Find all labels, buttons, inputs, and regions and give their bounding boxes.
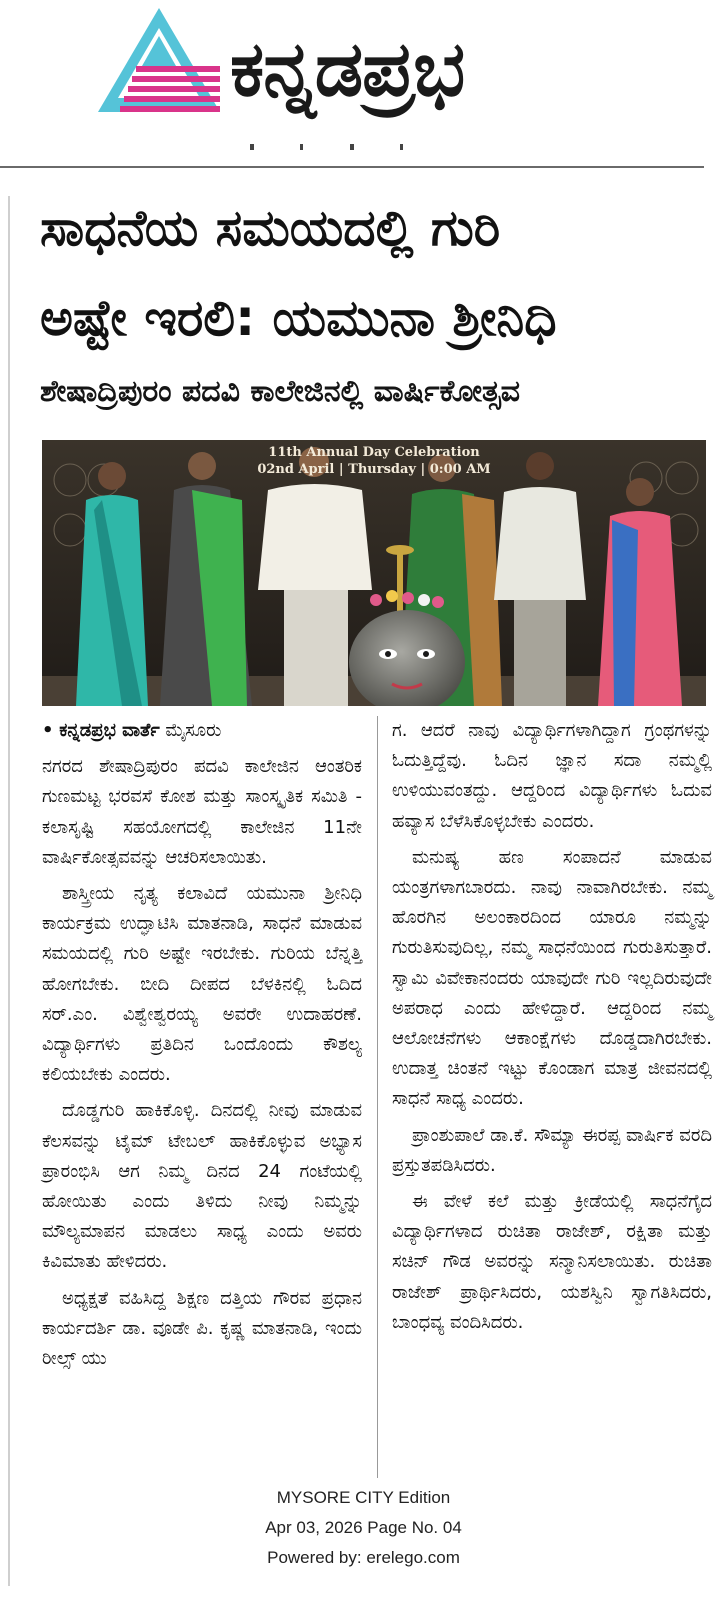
column-divider	[377, 716, 378, 1478]
article-paragraph: ಗ. ಆದರೆ ನಾವು ವಿದ್ಯಾರ್ಥಿಗಳಾಗಿದ್ದಾಗ ಗ್ರಂಥಗಳನ್ನು ಓದುತ್ತಿದ್ದೆವು. ಓದಿನ ಜ್ಞಾನ ಸದಾ ನಮ್ಮಲ್ಲಿ ಉಳಿಯುವಂತದ್ದು. ಆದ್ದರಿಂದ ವಿದ್ಯಾರ್ಥಿಗಳು ಓದುವ ಹವ್ಯಾಸ ಬೆಳೆಸಿಕೊಳ್ಳಬೇಕು ಎಂದರು.	[392, 720, 712, 832]
footer-date-page: Apr 03, 2026 Page No. 04	[265, 1518, 462, 1537]
photo-banner-date: 02nd April | Thursday | 0:00 AM	[257, 462, 491, 477]
article-paragraph: ನಗರದ ಶೇಷಾದ್ರಿಪುರಂ ಪದವಿ ಕಾಲೇಜಿನ ಆಂತರಿಕ ಗುಣಮಟ್ಟ ಭರವಸೆ ಕೋಶ ಮತ್ತು ಸಾಂಸ್ಕೃತಿಕ ಸಮಿತಿ - ಕಲಾಸೃಷ್ಟಿ ಸಹಯೋಗದಲ್ಲಿ ಕಾಲೇಜಿನ 11ನೇ ವಾರ್ಷಿಕೋತ್ಸವವನ್ನು ಆಚರಿಸಲಾಯಿತು.	[42, 756, 362, 868]
article-paragraph: ಈ ವೇಳೆ ಕಲೆ ಮತ್ತು ಕ್ರೀಡೆಯಲ್ಲಿ ಸಾಧನೆಗೈದ ವಿದ್ಯಾರ್ಥಿಗಳಾದ ರುಚಿತಾ ರಾಜೇಶ್, ರಕ್ಷಿತಾ ಮತ್ತು ಸಚಿನ್ ಗೌಡ ಅವರನ್ನು ಸನ್ಮಾನಿಸಲಾಯಿತು. ರುಚಿತಾ ರಾಜೇಶ್ ಪ್ರಾರ್ಥಿಸಿದರು, ಯಶಸ್ವಿನಿ ಸ್ವಾಗತಿಸಿದರು, ಬಾಂಧವ್ಯ ವಂದಿಸಿದರು.	[392, 1191, 712, 1333]
masthead-dots-decoration	[240, 144, 440, 150]
subheadline: ಶೇಷಾದ್ರಿಪುರಂ ಪದವಿ ಕಾಲೇಜಿನಲ್ಲಿ ವಾರ್ಷಿಕೋತ್ಸವ	[40, 374, 521, 409]
page-left-rule	[8, 196, 10, 1586]
byline	[42, 716, 362, 746]
masthead-brand: ಕನ್ನಡಪ್ರಭ	[230, 24, 465, 113]
article-paragraph: ಪ್ರಾಂಶುಪಾಲೆ ಡಾ.ಕೆ. ಸೌಮ್ಯಾ ಈರಪ್ಪ ವಾರ್ಷಿಕ ವರದಿ ಪ್ರಸ್ತುತಪಡಿಸಿದರು.	[392, 1124, 712, 1176]
photo-banner-title: 11th Annual Day Celebration	[268, 445, 480, 460]
article-column-right	[392, 716, 712, 1344]
headline-line-1: ಸಾಧನೆಯ ಸಮಯದಲ್ಲಿ ಗುರಿ	[40, 199, 501, 257]
article-paragraph: ಅಧ್ಯಕ್ಷತೆ ವಹಿಸಿದ್ದ ಶಿಕ್ಷಣ ದತ್ತಿಯ ಗೌರವ ಪ್ರಧಾನ ಕಾರ್ಯದರ್ಶಿ ಡಾ. ವೂಡೇ ಪಿ. ಕೃಷ್ಣ ಮಾತನಾಡಿ, ಇಂದು ರೀಲ್ಸ್ ಯು	[42, 1287, 362, 1370]
byline-bullet-icon: •	[42, 720, 54, 741]
event-photo	[42, 440, 706, 706]
article-paragraph: ದೊಡ್ಡಗುರಿ ಹಾಕಿಕೊಳ್ಳಿ. ದಿನದಲ್ಲಿ ನೀವು ಮಾಡುವ ಕೆಲಸವನ್ನು ಟೈಮ್ ಟೇಬಲ್ ಹಾಕಿಕೊಳ್ಳುವ ಅಭ್ಯಾಸ ಪ್ರಾರಂಭಿಸಿ ಆಗ ನಿಮ್ಮ ದಿನದ 24 ಗಂಟೆಯಲ್ಲಿ ಹೋಯಿತು ಎಂದು ತಿಳಿದು ನೀವು ನಿಮ್ಮನ್ನು ಮೌಲ್ಯಮಾಪನ ಮಾಡಲು ಸಾಧ್ಯ ಎಂದು ಅವರು ಕಿವಿಮಾತು ಹೇಳಿದರು.	[42, 1100, 362, 1273]
article-column-left	[42, 716, 362, 1380]
kannadaprabha-logo-icon	[96, 6, 222, 114]
masthead-divider	[0, 166, 704, 168]
byline-place: ಮೈಸೂರು	[165, 720, 222, 741]
article-paragraph: ಮನುಷ್ಯ ಹಣ ಸಂಪಾದನೆ ಮಾಡುವ ಯಂತ್ರಗಳಾಗಬಾರದು. ನಾವು ನಾವಾಗಿರಬೇಕು. ನಮ್ಮ ಹೊರಗಿನ ಅಲಂಕಾರದಿಂದ ಯಾರೂ ನಮ್ಮನ್ನು ಗುರುತಿಸುವುದಿಲ್ಲ, ನಮ್ಮ ಸಾಧನೆಯಿಂದ ಗುರುತಿಸುತ್ತಾರೆ. ಸ್ವಾಮಿ ವಿವೇಕಾನಂದರು ಯಾವುದೇ ಗುರಿ ಇಲ್ಲದಿರುವುದೇ ಅಪರಾಧ ಎಂದು ಹೇಳಿದ್ದಾರೆ. ಆದ್ದರಿಂದ ನಮ್ಮ ಆಲೋಚನೆಗಳು ಆಕಾಂಕ್ಷೆಗಳು ದೊಡ್ಡದಾಗಿರಬೇಕು. ಉದಾತ್ತ ಚಿಂತನೆ ಇಟ್ಟು ಕೊಂಡಾಗ ಮಾತ್ರ ಜೀವನದಲ್ಲಿ ಸಾಧನೆ ಸಾಧ್ಯ ಎಂದರು.	[392, 846, 712, 1110]
masthead	[0, 0, 727, 168]
event-photo-illustration	[42, 440, 706, 706]
footer-powered-by: Powered by: erelego.com	[267, 1548, 460, 1567]
byline-name: ಕನ್ನಡಪ್ರಭ ವಾರ್ತೆ	[59, 720, 160, 741]
headline-line-2: ಅಷ್ಟೇ ಇರಲಿ: ಯಮುನಾ ಶ್ರೀನಿಧಿ	[40, 289, 557, 347]
footer-edition: MYSORE CITY Edition	[276, 1488, 451, 1507]
article-paragraph: ಶಾಸ್ತ್ರೀಯ ನೃತ್ಯ ಕಲಾವಿದೆ ಯಮುನಾ ಶ್ರೀನಿಧಿ ಕಾರ್ಯಕ್ರಮ ಉದ್ಘಾಟಿಸಿ ಮಾತನಾಡಿ, ಸಾಧನೆ ಮಾಡುವ ಸಮಯದಲ್ಲಿ ಗುರಿ ಅಷ್ಟೇ ಇರಬೇಕು. ಗುರಿಯ ಬೆನ್ನತ್ತಿ ಹೋಗಬೇಕು. ಬೀದಿ ದೀಪದ ಬೆಳಕಿನಲ್ಲಿ ಓದಿದ ಸರ್.ಎಂ. ವಿಶ್ವೇಶ್ವರಯ್ಯ ಅವರೇ ಉದಾಹರಣೆ. ವಿದ್ಯಾರ್ಥಿಗಳು ಪ್ರತಿದಿನ ಒಂದೊಂದು ಕೌಶಲ್ಯ ಕಲಿಯಬೇಕು ಎಂದರು.	[42, 883, 362, 1086]
